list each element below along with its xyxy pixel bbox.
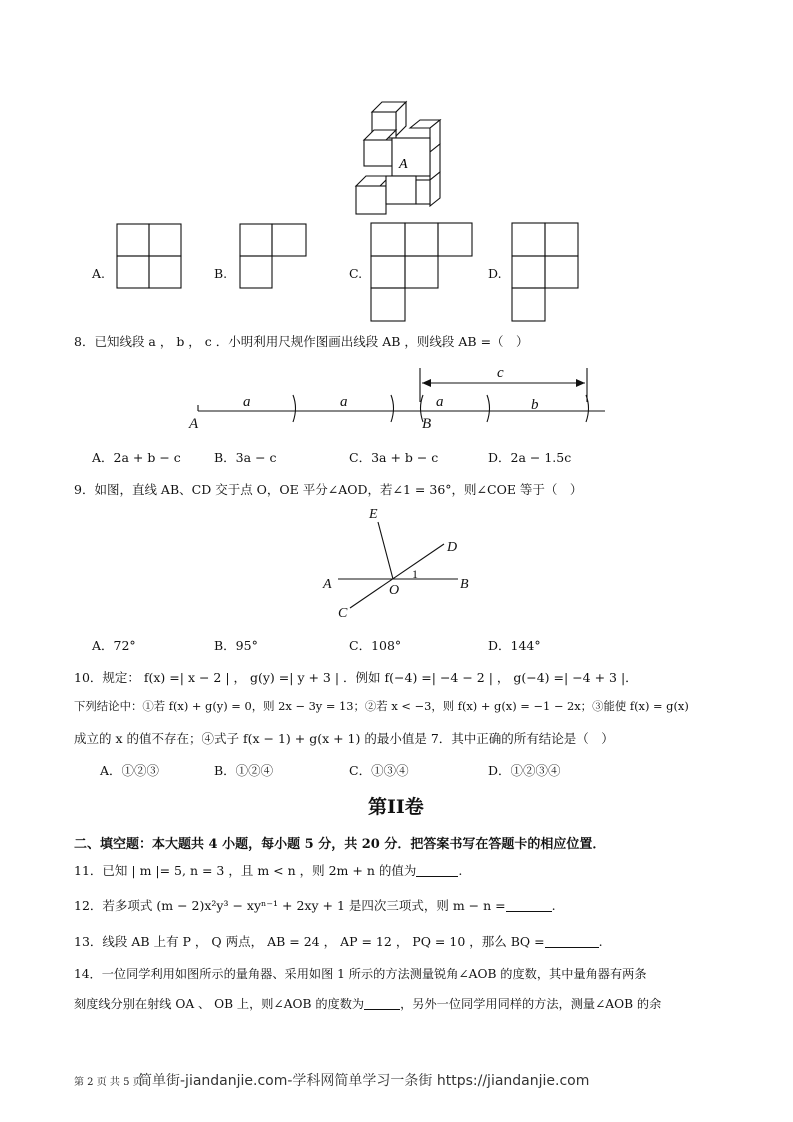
cube-label-a: A	[399, 157, 408, 172]
q8-label-c: c	[497, 365, 504, 381]
q10-option-d: D．①②③④	[488, 763, 561, 778]
q9-label-E: E	[369, 507, 378, 522]
q8-label-a3: a	[436, 394, 444, 410]
q13-answer-blank	[545, 935, 599, 948]
q13-end: .	[598, 934, 603, 949]
q9-label-B: B	[460, 577, 469, 592]
q14-line-1: 14．一位同学利用如图所示的量角器、采用如图 1 所示的方法测量锐角∠AOB 的度数，其中量角器有两条	[74, 967, 647, 981]
q9-label-A: A	[323, 577, 332, 592]
q10-line-1: 10．规定： f(x) =| x − 2 | ， g(y) =| y + 3 | ．例如 f(−4) =| −4 − 2 | ， g(−4) =| −4 + 3 |．	[74, 670, 638, 685]
q8-stem: 8．已知线段 a ， b ， c ．小明利用尺规作图画出线段 AB ，则线段 AB =（ ）	[74, 334, 529, 349]
q8-label-b: b	[531, 397, 539, 413]
q9-label-angle-1: 1	[412, 567, 418, 581]
q13-text: 13．线段 AB 上有 P ， Q 两点， AB = 24 ， AP = 12 ， PQ = 10 ，那么 BQ =	[74, 934, 545, 949]
part-2-title: 第II卷	[368, 796, 424, 818]
q11-text: 11．已知 | m |= 5, n = 3 ，且 m < n ，则 2m + n 的值为	[74, 863, 417, 878]
q11-end: .	[458, 863, 463, 878]
q9-option-a: A．72°	[92, 638, 136, 653]
q7-option-b-view	[240, 224, 320, 294]
q12-end: .	[551, 898, 556, 913]
q8-label-a1: a	[243, 394, 251, 410]
q10-option-c: C．①③④	[349, 763, 409, 778]
q8-option-b: B．3a − c	[214, 450, 277, 465]
q8-option-a: A．2a + b − c	[92, 450, 181, 465]
q11-answer-blank	[416, 864, 458, 877]
q10-line-3: 成立的 x 的值不存在；④式子 f(x − 1) + g(x + 1) 的最小值是 7．其中正确的所有结论是（ ）	[74, 731, 614, 746]
q7-option-a-label: A.	[92, 266, 106, 281]
q10-option-b: B．①②④	[214, 763, 274, 778]
q7-option-c-view	[371, 223, 481, 327]
q7-option-c-label: C.	[349, 266, 363, 281]
q14-line-2a: 刻度线分别在射线 OA 、 OB 上，则∠AOB 的度数为	[74, 997, 365, 1011]
cube-stack-figure	[0, 0, 793, 240]
q8-option-d: D．2a − 1.5c	[488, 450, 572, 465]
q7-option-d-label: D.	[488, 266, 502, 281]
q9-option-d: D．144°	[488, 638, 541, 653]
q12	[74, 896, 556, 914]
q14-line-2b: ，另外一位同学用同样的方法，测量∠AOB 的余	[400, 997, 662, 1011]
q9-label-D: D	[447, 540, 458, 555]
q12-answer-blank	[506, 899, 552, 912]
q13	[74, 932, 603, 950]
q8-label-A: A	[189, 416, 199, 432]
watermark-text: 简单街-jiandanjie.com-学科网简单学习一条街 https://jiandanjie.com	[138, 1073, 590, 1089]
q8-option-c: C．3a + b − c	[349, 450, 439, 465]
q7-option-d-view	[512, 223, 592, 327]
page-number: 第 2 页 共 5 页	[74, 1077, 143, 1088]
section-2-heading: 二、填空题：本大题共 4 小题，每小题 5 分，共 20 分．把答案书写在答题卡的相应位置．	[74, 837, 606, 852]
q9-intersecting-lines-figure	[0, 502, 793, 622]
q10-line-2: 下列结论中：①若 f(x) + g(y) = 0，则 2x − 3y = 13；②若 x < −3，则 f(x) + g(x) = −1 − 2x；③能使 f(x) = g(x)	[74, 699, 689, 713]
q14-line-2	[74, 995, 661, 1012]
q12-text: 12．若多项式 (m − 2)x²y³ − xyⁿ⁻¹ + 2xy + 1 是四次三项式，则 m − n =	[74, 898, 506, 913]
q9-option-b: B．95°	[214, 638, 258, 653]
q11	[74, 861, 462, 879]
q9-label-C: C	[338, 606, 348, 621]
q7-option-b-label: B.	[214, 266, 228, 281]
q8-segment-figure	[0, 362, 793, 432]
q14-answer-blank	[364, 997, 400, 1010]
q10-option-a: A．①②③	[100, 763, 160, 778]
q9-option-c: C．108°	[349, 638, 402, 653]
q9-label-O: O	[389, 583, 400, 598]
q8-label-B: B	[422, 416, 432, 432]
q8-label-a2: a	[340, 394, 348, 410]
q9-stem: 9．如图，直线 AB、CD 交于点 O，OE 平分∠AOD，若∠1 = 36°，则∠COE 等于（ ）	[74, 482, 583, 497]
q7-option-a-view	[117, 224, 187, 294]
